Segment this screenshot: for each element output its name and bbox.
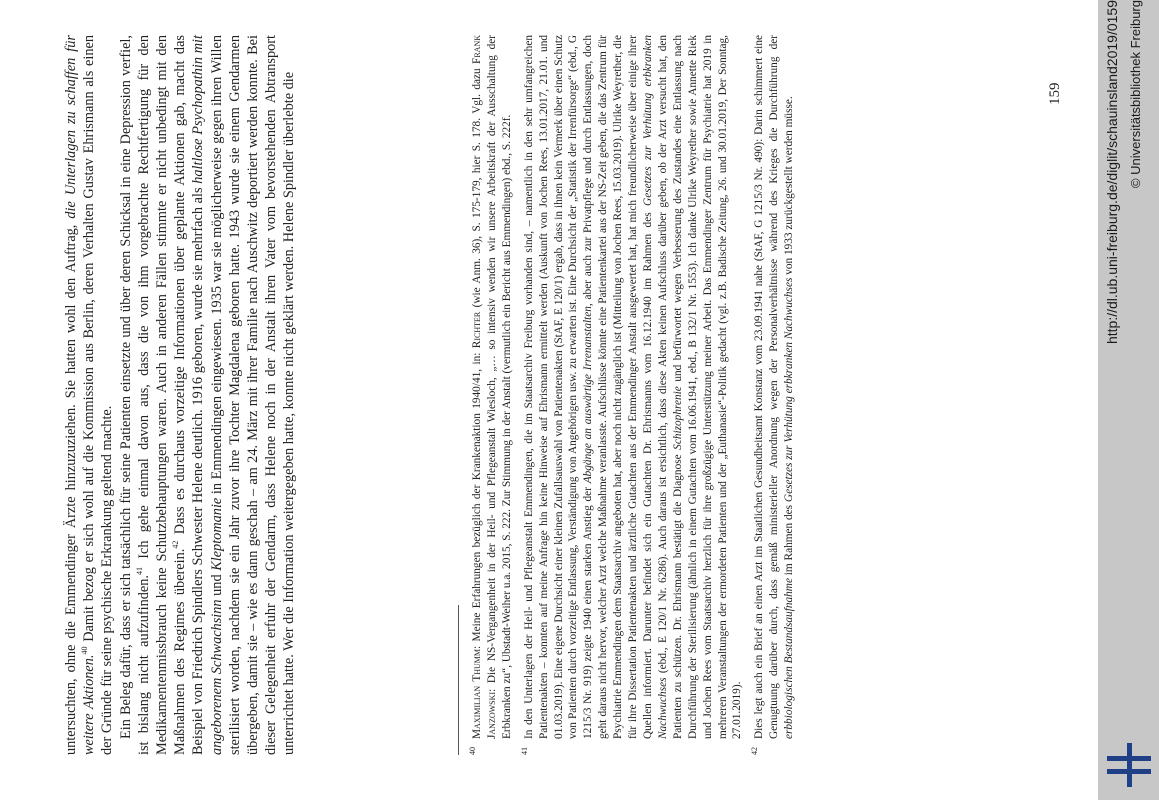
footnote-number: 41 bbox=[519, 747, 529, 755]
footnote-ref-40[interactable]: 40 bbox=[80, 646, 90, 655]
footnote-number: 42 bbox=[750, 747, 760, 755]
footnotes bbox=[470, 35, 804, 755]
rotated-page-content bbox=[62, 35, 1072, 755]
footnote-41: 41 In den Unterlagen der Heil- und Pflegeanstalt Emmendingen, die im Staatsarchiv Freiburg vorhanden sind, – namentlich in den sehr umfangreichen Patientenakten – konnten auf meine Anfrage hin keine Hinweise auf Ehrismann ermittelt werden (Auskunft von Jochen Rees, 13.01.2017, 21.01. und 01.03.2019). Eine eigene Durchsicht einer kleinen Zufallsauswahl von Patientenakten (StAF, E 120/1) ergab, dass in ihnen kein Vermerk über einen Schutz von Patienten durch vorzeitige Entlassung, Verständigung von Angehörigen usw. zu erwarten ist. Eine Durchsicht der „Statistik der Irrenfürsorge“ (ebd., G 1215/3 Nr. 919) zeigte 1940 einen starken Anstieg der Abgänge an auswärtige Irrenanstalten, aber auch zur Privatpflege und durch Entlassungen, doch geht daraus nicht hervor, welcher Arzt welche Maßnahme veranlasste. Aufschlüsse könnte eine Patientenkartei aus der NS-Zeit geben, die das Zentrum für Psychiatrie Emmendingen dem Staatsarchiv angeboten hat, aber noch nicht zugänglich ist (Mitteilung von Jochen Rees, 15.03.2019). Ulrike Weyrether, die für ihre Dissertation Patientenakten und ärztliche Gutachten aus der Emmendinger Anstalt ausgewertet hat, hat mich freundlicherweise über einige ihrer Quellen informiert. Darunter befindet sich ein Gutachten Dr. Ehrismanns vom 16.12.1940 im Rahmen des Gesetzes zur Verhütung erbkranken Nachwuchses (ebd., E 120/1 Nr. 6286). Auch daraus ist ersichtlich, dass diese Akten keinen Aufschluss darüber geben, ob der Arzt versucht hat, den Patienten zu schützen. Dr. Ehrismann bestätigt die Diagnose Schizophrenie und befürwortet wegen Verbesserung des Zustandes eine Entlassung nach Durchführung der Sterilisierung (ähnlich in einem Gutachten vom 16.06.1941, ebd., B 132/1 Nr. 1553). Ich danke Ulrike Weyrether sowie Annette Riek und Jochen Rees vom Staatsarchiv herzlich für ihre großzügige Unterstützung meiner Arbeit. Das Emmendinger Zentrum für Psychiatrie hat 2019 in mehreren Veranstaltungen der ermordeten Patienten und der „Euthanasie“-Politik gedacht (vgl. z.B. Badische Zeitung, 26. und 30.01.2019, Der Sonntag, 27.01.2019). bbox=[519, 34, 744, 755]
footnote-ref-42[interactable]: 42 bbox=[171, 540, 181, 549]
page-number: 159 bbox=[1047, 82, 1063, 105]
footnote-number: 40 bbox=[468, 747, 477, 755]
source-url-link[interactable]: http://dl.ub.uni-freiburg.de/diglit/schauinsland2019/0159 bbox=[1104, 0, 1120, 345]
university-library-logo-icon bbox=[1107, 743, 1151, 787]
paragraph-1: untersuchten, ohne die Emmendinger Ärzte hinzuzuziehen. Sie hatten wohl den Auftrag, die Unterlagen zu schaffen für weitere Aktionen.$^{40}$ Damit bezog er sich wohl auf die Kommission aus Berlin, deren Verhalten Gustav Ehrismann als einen der Gründe für seine psychische Erkrankung geltend machte. bbox=[63, 35, 116, 755]
repository-sidebar bbox=[1098, 0, 1159, 800]
footnote-ref-41[interactable]: 41 bbox=[135, 567, 145, 576]
main-text bbox=[62, 35, 299, 755]
paragraph-2: Ein Beleg dafür, dass er sich tatsächlich für seine Patienten einsetzte und über deren Schicksal in eine Depression verfiel, ist bislang nicht aufzufinden.$^{41}$ Ich gehe einmal davon aus, dass die von ihm vorgebrachte Rechtfertigung für den Medikamentenmissbrauch keine Schutzbehauptungen waren. Auch in anderen Fällen stimmte er nicht unbedingt mit den Maßnahmen des Regimes überein.$^{42}$ Dass es durchaus vorzeitige Informationen über geplante Aktionen gab, macht das Beispiel von Friedrich Spindlers Schwester Helene deutlich. 1916 geboren, wurde sie mehrfach als haltlose Psychopathin mit angeborenem Schwachsinn und Kleptomanie in Emmendingen eingewiesen. 1935 war sie möglicherweise gegen ihren Willen sterilisiert worden, nachdem sie ein Jahr zuvor ihre Tochter Magdalena geboren hatte. 1943 wurde sie einem Gendarmen übergeben, damit sie – wie es dann geschah – am 24. März mit ihrer Familie nach Auschwitz deportiert werden konnte. Bei dieser Gelegenheit erfuhr der Gendarm, dass Helene noch in der Anstalt ihren Vater vom bevorstehenden Abtransport unterrichtet hatte. Wer die Information weitergegeben hatte, konnte nicht geklärt werden. Helene Spindler überlebte die bbox=[117, 34, 298, 755]
footnote-separator bbox=[458, 605, 459, 755]
footnote-42: 42 Dies legt auch ein Brief an einen Arzt im Staatlichen Gesundheitsamt Konstanz vom 23.09.1941 nahe (StAF, G 1215/3 Nr. 490): Darin schimmert eine Genugtuung darüber durch, dass gemäß ministerieller Anordnung wegen der Personalverhältnisse während des Krieges die Durchführung der erbbiologischen Bestandsaufnahme im Rahmen des Gesetzes zur Verhütung erbkranken Nachwuchses von 1933 zurückgestellt werden müsse. bbox=[750, 35, 796, 755]
footnote-40: 40 Maximilian Thumm: Meine Erfahrungen bezüglich der Krankenaktion 1940/41, in: Richter (wie Anm. 36), S. 175-179, hier S. 178. Vgl. dazu Frank Janzowski: Die NS-Vergangenheit in der Heil- und Pflegeanstalt Wiesloch, „… so intensiv wenden wir unsere Arbeitskraft der Ausschaltung der Erbkranken zu“, Ubstadt-Weiher u.a. 2015, S. 222. Zur Stimmung in der Anstalt (vermutlich ein Bericht aus Emmendingen) ebd., S. 222f. bbox=[468, 34, 513, 755]
copyright-notice: © Universitätsbibliothek Freiburg bbox=[1128, 0, 1143, 189]
